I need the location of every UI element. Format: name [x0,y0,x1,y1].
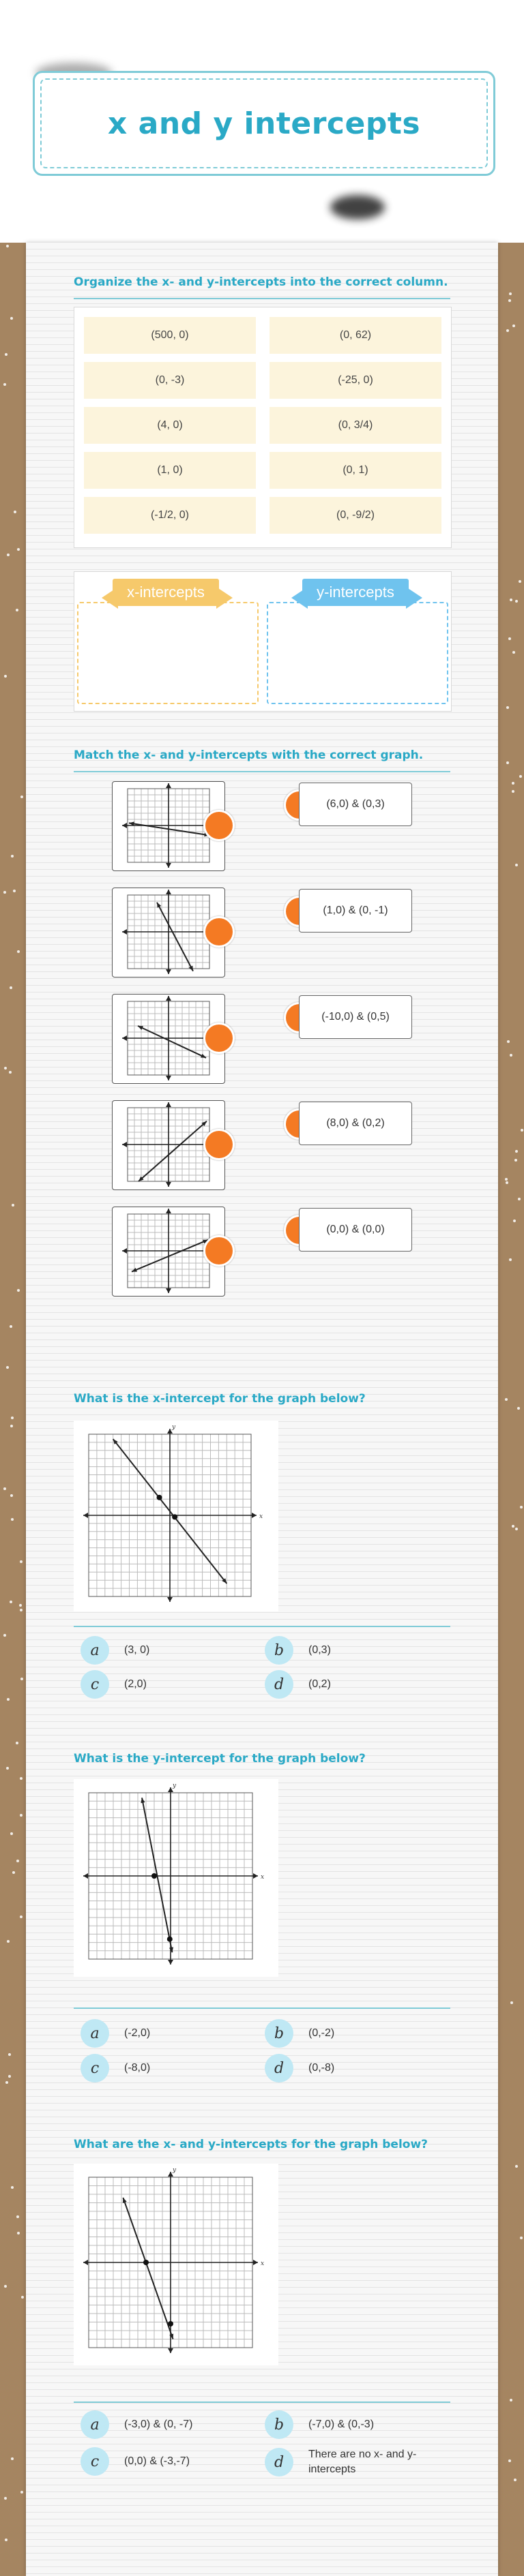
drag-tile[interactable]: (-25, 0) [270,362,441,399]
cork-speck [512,324,515,327]
y-intercepts-drop-zone[interactable] [267,602,448,704]
x-axis-label: x [261,1874,265,1881]
x-axis-label: x [259,1513,263,1520]
y-intercepts-label: y-intercepts [302,579,409,606]
option-letter: b [265,2410,293,2439]
cork-speck [14,511,16,513]
cork-speck [10,1425,13,1427]
cork-speck [514,2479,516,2481]
x-intercepts-label: x-intercepts [113,579,219,606]
cork-speck [3,383,6,386]
cork-speck [512,651,515,654]
cork-speck [515,600,518,603]
option-letter: c [81,2054,109,2082]
y-axis-label: y [173,2167,177,2174]
cork-speck [520,2237,523,2239]
cork-speck [10,986,12,989]
cork-speck [515,1528,518,1530]
option-letter: d [265,1670,293,1699]
cork-speck [519,775,522,778]
cork-speck [12,1204,14,1207]
option-text: (0,2) [308,1678,331,1690]
drag-tile[interactable]: (0, -9/2) [270,497,441,534]
cork-speck [11,2186,14,2189]
cork-speck [13,890,16,892]
cork-speck [518,1198,521,1200]
option-c[interactable] [81,1670,147,1699]
cork-speck [10,1494,13,1497]
cork-speck [510,2399,512,2401]
ink-smudge [330,195,385,219]
cork-speck [515,1150,518,1153]
cork-speck [5,353,8,356]
cork-speck [5,2539,8,2541]
cork-speck [508,2459,511,2462]
divider [74,2007,450,2009]
option-letter: a [81,2019,109,2048]
divider [74,771,450,772]
cork-speck [11,855,14,858]
question-2-graph [74,1779,278,1977]
option-text: (0,-8) [308,2062,335,2074]
coordinate-graph [74,2164,278,2365]
option-b[interactable] [265,2410,374,2439]
drag-tile[interactable]: (4, 0) [84,407,256,444]
option-d[interactable] [265,1670,331,1699]
y-axis-label: y [172,1424,176,1431]
drag-tile[interactable]: (0, -3) [84,362,256,399]
match-connector-dot[interactable] [203,1129,235,1160]
match-answer[interactable]: (1,0) & (0, -1) [299,889,412,933]
match-answer[interactable]: (-10,0) & (0,5) [299,995,412,1039]
matching-instruction: Match the x- and y-intercepts with the correct graph. [74,748,424,762]
cork-speck [5,2081,8,2084]
cork-speck [510,1054,512,1057]
plotted-line [142,1798,172,1952]
match-connector-dot[interactable] [203,1235,235,1267]
plotted-point [167,1937,173,1942]
cork-speck [509,292,512,295]
cork-speck [4,675,7,678]
option-text: There are no x- and y-intercepts [308,2449,417,2475]
cork-speck [20,1678,23,1680]
match-answer[interactable]: (6,0) & (0,3) [299,783,412,826]
cork-speck [20,2491,23,2494]
cork-speck [20,1560,23,1563]
cork-speck [9,1071,12,1074]
cork-speck [12,1871,15,1874]
cork-speck [505,1178,508,1181]
match-connector-dot[interactable] [203,810,235,841]
cork-speck [514,1159,517,1162]
option-text: (-2,0) [124,2027,151,2039]
cork-speck [506,1181,508,1184]
cork-speck [512,790,514,793]
cork-speck [16,609,18,611]
cork-speck [17,950,20,953]
cork-speck [7,1940,10,1943]
option-text: (2,0) [124,1678,147,1690]
plotted-line [139,1121,207,1181]
page-title: x and y intercepts [107,106,421,141]
cork-speck [515,2165,518,2168]
question-1-graph [74,1421,278,1611]
drag-tile[interactable]: (0, 1) [270,452,441,489]
cork-speck [512,1525,514,1528]
line-arrow [123,2198,127,2203]
cork-speck [507,1040,510,1043]
divider [74,2401,450,2403]
cork-speck [11,1416,14,1419]
cork-speck [11,2457,14,2460]
cork-speck [4,2285,7,2288]
cork-speck [21,2296,24,2299]
match-connector-dot[interactable] [203,1022,235,1054]
cork-speck [510,2001,513,2004]
plotted-point [151,1873,157,1879]
plotted-point [157,1495,162,1500]
cork-speck [512,782,514,785]
cork-speck [513,1219,516,1222]
option-letter: c [81,2447,109,2476]
option-d[interactable] [265,2447,458,2477]
cork-speck [20,1814,23,1817]
cork-speck [20,1915,23,1918]
cork-speck [506,329,509,332]
plotted-point [168,2321,173,2327]
cork-speck [510,598,512,601]
match-answer[interactable]: (8,0) & (0,2) [299,1102,412,1145]
cork-speck [20,1609,23,1611]
cork-speck [10,1601,12,1603]
option-letter: b [265,1636,293,1665]
option-text: (3, 0) [124,1644,150,1656]
coordinate-graph [74,1779,278,1977]
cork-speck [6,1767,9,1770]
option-letter: d [265,2448,293,2476]
option-letter: a [81,1636,109,1665]
cork-speck [506,761,509,764]
question-3-graph [74,2164,278,2365]
option-text: (0,0) & (-3,-7) [124,2455,190,2467]
option-a[interactable] [81,2019,150,2048]
title-card [33,71,495,176]
cork-speck [16,1742,18,1744]
cork-speck [515,864,518,866]
drag-tile[interactable]: (-1/2, 0) [84,497,256,534]
option-letter: d [265,2054,293,2082]
line-arrow [169,2334,173,2339]
cork-speck [4,2497,7,2500]
cork-speck [10,317,13,320]
option-d[interactable] [265,2054,334,2082]
option-c[interactable] [81,2447,190,2476]
drag-tile[interactable]: (0, 3/4) [270,407,441,444]
cork-speck [3,1634,6,1637]
cork-speck [505,1398,508,1401]
cork-speck [11,1518,14,1521]
drag-tile[interactable]: (500, 0) [84,317,256,354]
cork-speck [508,637,511,640]
option-a[interactable] [81,2410,192,2439]
option-a[interactable] [81,1636,149,1665]
cork-speck [521,1129,523,1132]
x-intercepts-drop-zone[interactable] [77,602,259,704]
divider [74,298,450,299]
cork-speck [6,1366,9,1369]
x-axis-label: x [261,2260,265,2267]
divider [74,1626,450,1627]
cork-speck [506,706,509,709]
sort-columns-area [74,571,452,712]
question-2-prompt: What is the y-intercept for the graph below? [74,1752,366,1766]
question-3-prompt: What are the x- and y-intercepts for the graph below? [74,2138,428,2151]
option-letter: c [81,1670,109,1699]
cork-speck [520,1506,523,1509]
cork-speck [17,548,20,551]
cork-speck [509,1258,512,1261]
cork-speck [17,1289,20,1292]
match-answer[interactable]: (0,0) & (0,0) [299,1208,412,1252]
cork-speck [16,2215,19,2218]
option-text: (-3,0) & (0, -7) [124,2419,193,2430]
cork-speck [517,1407,520,1410]
question-1-prompt: What is the x-intercept for the graph below? [74,1392,366,1406]
match-connector-dot[interactable] [203,916,235,948]
option-letter: a [81,2410,109,2439]
plotted-line [123,2198,173,2339]
cork-speck [10,1325,12,1328]
drag-tiles-area [74,307,452,548]
cork-speck [8,2053,11,2056]
drag-tile[interactable]: (1, 0) [84,452,256,489]
option-text: (-7,0) & (0,-3) [308,2419,375,2430]
cork-speck [17,2232,20,2234]
option-letter: b [265,2019,293,2048]
cork-speck [19,1604,22,1607]
cork-speck [4,1067,7,1070]
cork-speck [3,891,6,894]
plotted-point [172,1514,177,1519]
cork-speck [20,795,23,798]
drag-tile[interactable]: (0, 62) [270,317,441,354]
cork-speck [3,1487,6,1490]
option-b[interactable] [265,1636,331,1665]
cork-speck [519,580,521,583]
option-c[interactable] [81,2054,150,2082]
y-axis-label: y [173,1783,177,1789]
organize-instruction: Organize the x- and y-intercepts into the correct column. [74,275,448,289]
plotted-point [143,2260,149,2265]
cork-speck [8,2075,11,2078]
option-text: (-8,0) [124,2062,151,2074]
cork-speck [7,1698,10,1701]
option-b[interactable] [265,2019,334,2048]
coordinate-graph [74,1421,278,1611]
cork-speck [10,1832,13,1835]
cork-speck [6,245,9,247]
cork-speck [508,299,511,302]
cork-speck [16,1860,19,1862]
cork-speck [7,554,10,556]
option-text: (0,3) [308,1644,331,1656]
option-text: (0,-2) [308,2027,335,2039]
cork-speck [20,1777,23,1780]
